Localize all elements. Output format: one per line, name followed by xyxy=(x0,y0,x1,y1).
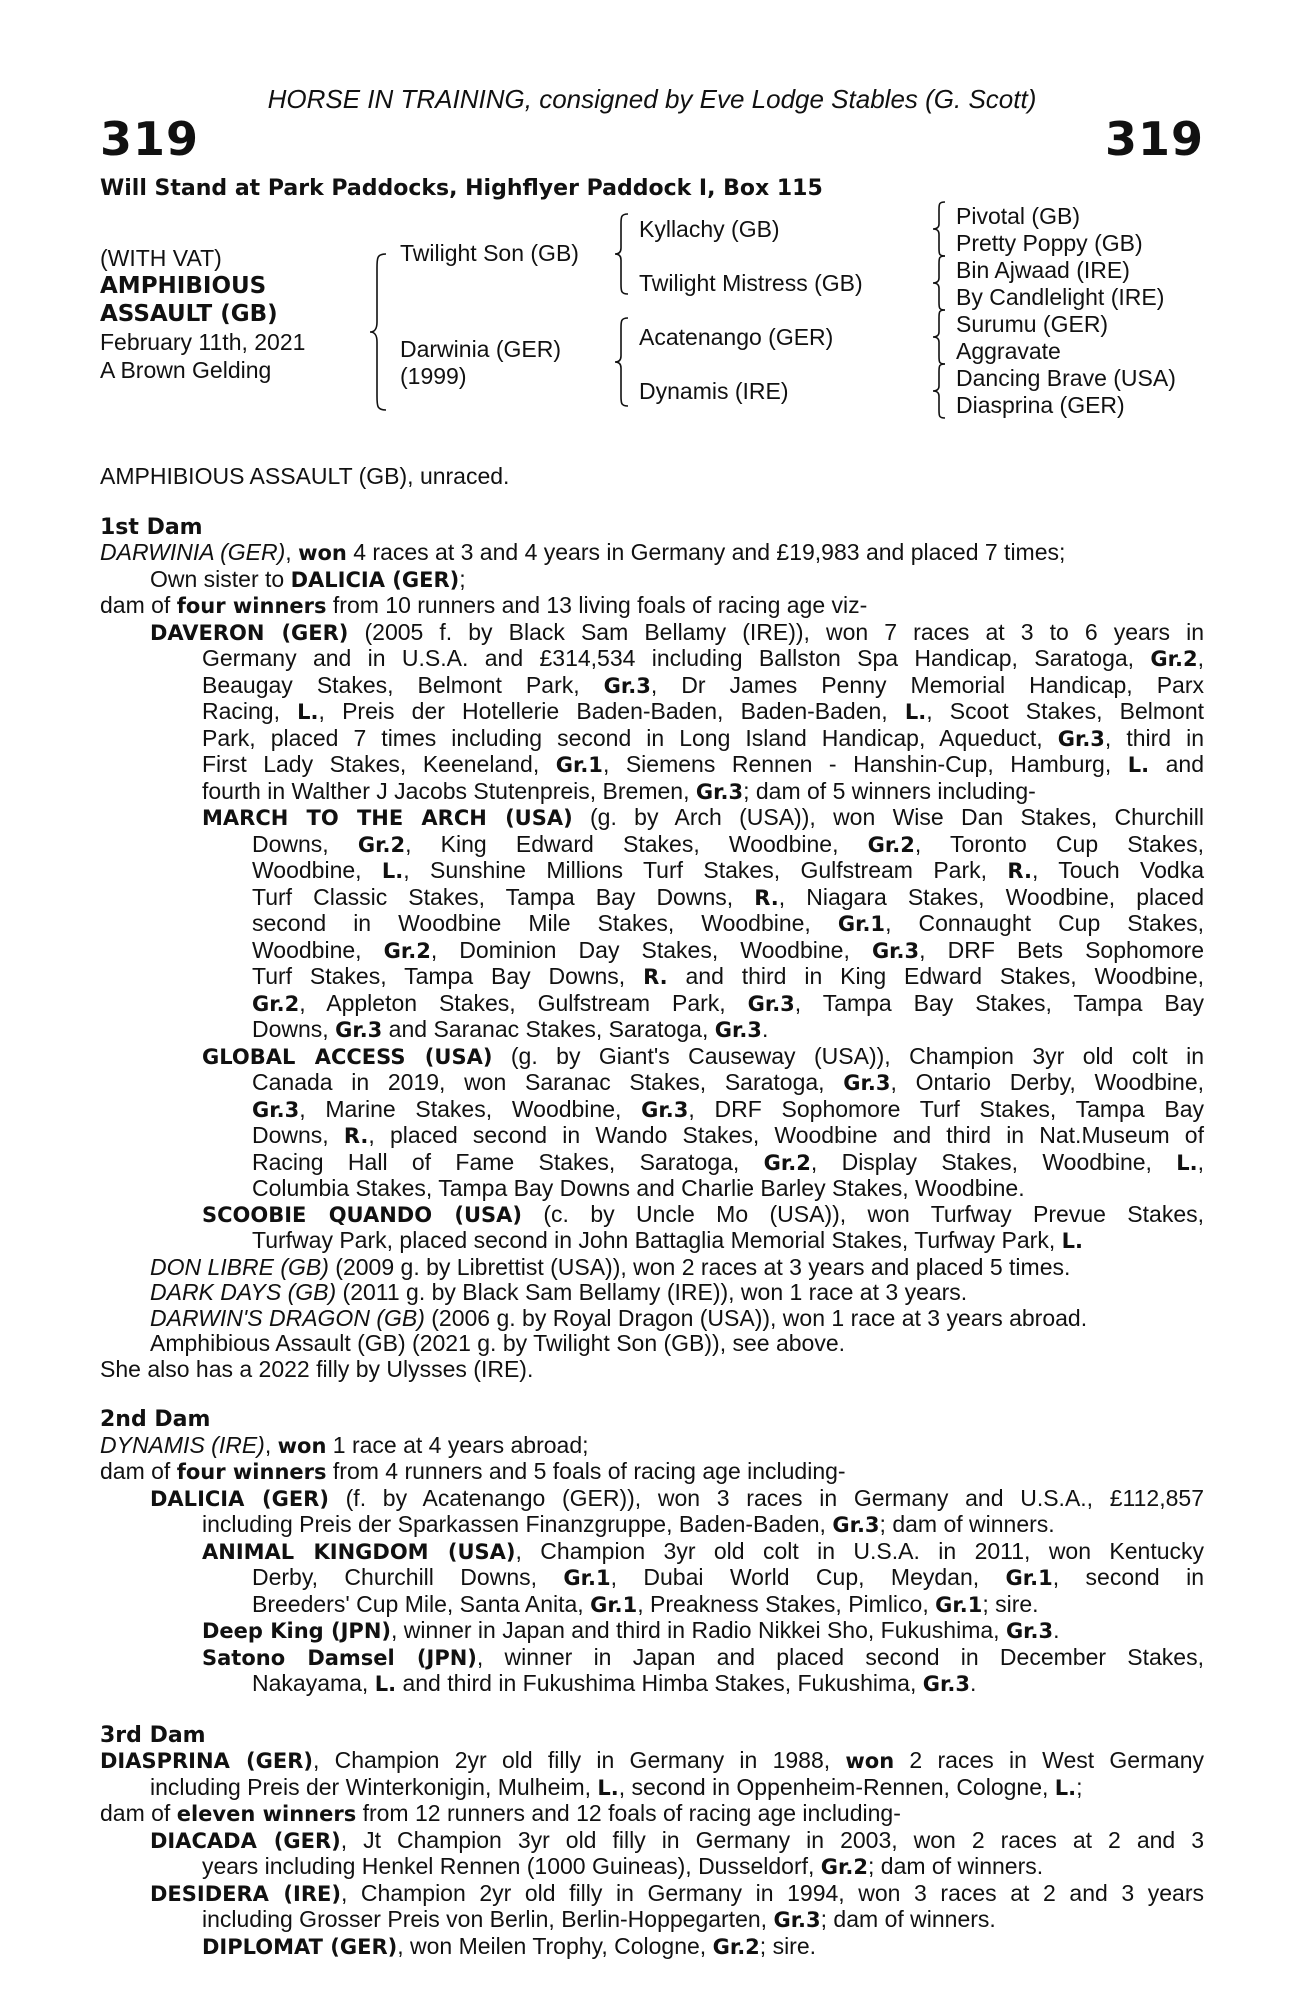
satono-damsel-line: Satono Damsel (JPN), winner in Japan and placed second in December Stakes, xyxy=(202,1643,1204,1670)
diacada-line: DIACADA (GER), Jt Champion 3yr old filly in Germany in 2003, won 2 races at 2 and 3 xyxy=(150,1826,1204,1853)
ped-dam xyxy=(400,336,561,390)
lot-number-right: 319 xyxy=(1104,112,1204,166)
pedigree-brace-3c xyxy=(930,308,950,366)
horse-name-line1: AMPHIBIOUS xyxy=(100,273,267,299)
daveron-line: Beaugay Stakes, Belmont Park, Gr.3, Dr James Penny Memorial Handicap, Parx xyxy=(202,671,1205,698)
pedigree-brace-dam xyxy=(613,316,633,408)
global-access-line: GLOBAL ACCESS (USA) (g. by Giant's Causeway (USA)), Champion 3yr old colt in xyxy=(202,1042,1204,1069)
lot-number-left: 319 xyxy=(100,112,200,166)
first-dam-sister-line: Own sister to DALICIA (GER); xyxy=(150,565,466,592)
daveron-line: DAVERON (GER) (2005 f. by Black Sam Bellamy (IRE)), won 7 races at 3 to 6 years in xyxy=(150,618,1204,645)
march-to-the-arch-line: Turf Classic Stakes, Tampa Bay Downs, R., Niagara Stakes, Woodbine, placed xyxy=(252,883,1204,910)
ped-dds: Dancing Brave (USA) xyxy=(956,365,1176,391)
vat-note: (WITH VAT) xyxy=(100,245,222,271)
amphibious-assault-line: Amphibious Assault (GB) (2021 g. by Twilight Son (GB)), see above. xyxy=(150,1330,846,1356)
global-access-line: Gr.3, Marine Stakes, Woodbine, Gr.3, DRF Sophomore Turf Stakes, Tampa Bay xyxy=(252,1095,1205,1122)
ped-dam-year: (1999) xyxy=(400,363,467,389)
ped-dam-sire: Acatenango (GER) xyxy=(639,324,834,350)
deep-king-line: Deep King (JPN), winner in Japan and third in Radio Nikkei Sho, Fukushima, Gr.3. xyxy=(202,1617,1060,1643)
first-dam-line: DARWINIA (GER), won 4 races at 3 and 4 years in Germany and £19,983 and placed 7 times; xyxy=(100,539,1066,565)
march-to-the-arch-line: Woodbine, Gr.2, Dominion Day Stakes, Woodbine, Gr.3, DRF Bets Sophomore xyxy=(252,936,1204,963)
march-to-the-arch-line: Downs, Gr.2, King Edward Stakes, Woodbine, Gr.2, Toronto Cup Stakes, xyxy=(252,830,1204,857)
ped-dam-dam: Dynamis (IRE) xyxy=(639,378,789,404)
animal-kingdom-line: Derby, Churchill Downs, Gr.1, Dubai World Cup, Meydan, Gr.1, second in xyxy=(252,1564,1204,1590)
pedigree-brace-3a xyxy=(930,200,950,258)
pedigree-brace-sire xyxy=(613,212,633,296)
horse-name-line2: ASSAULT (GB) xyxy=(100,301,278,327)
horse-details xyxy=(100,244,305,384)
animal-kingdom-line: Breeders' Cup Mile, Santa Anita, Gr.1, Preakness Stakes, Pimlico, Gr.1; sire. xyxy=(252,1590,1039,1617)
second-dam-line: DYNAMIS (IRE), won 1 race at 4 years abroad; xyxy=(100,1431,589,1458)
dark-days-line: DARK DAYS (GB) (2011 g. by Black Sam Bellamy (IRE)), won 1 race at 3 years. xyxy=(150,1279,968,1305)
scoobie-quando-line: Turfway Park, placed second in John Battaglia Memorial Stakes, Turfway Park, L. xyxy=(252,1227,1083,1253)
dalicia-line: DALICIA (GER) (f. by Acatenango (GER)), won 3 races in Germany and U.S.A., £112,857 xyxy=(150,1484,1204,1511)
march-to-the-arch-line: Gr.2, Appleton Stakes, Gulfstream Park, Gr.3, Tampa Bay Stakes, Tampa Bay xyxy=(252,989,1204,1016)
ped-dsd: Aggravate xyxy=(956,338,1061,364)
darwins-dragon-line: DARWIN'S DRAGON (GB) (2006 g. by Royal Dragon (USA)), won 1 race at 3 years abroad. xyxy=(150,1304,1088,1331)
march-to-the-arch-line: Turf Stakes, Tampa Bay Downs, R. and third in King Edward Stakes, Woodbine, xyxy=(252,963,1205,989)
daveron-line: Germany and in U.S.A. and £314,534 including Ballston Spa Handicap, Saratoga, Gr.2, xyxy=(202,645,1204,671)
desidera-line: including Grosser Preis von Berlin, Berlin-Hoppegarten, Gr.3; dam of winners. xyxy=(202,1906,996,1932)
dalicia-line: including Preis der Sparkassen Finanzgruppe, Baden-Baden, Gr.3; dam of winners. xyxy=(202,1511,1055,1537)
ped-ssd: Pretty Poppy (GB) xyxy=(956,230,1143,256)
pedigree-brace-3b xyxy=(930,254,950,312)
don-libre-line: DON LIBRE (GB) (2009 g. by Librettist (USA)), won 2 races at 3 years and placed 5 times. xyxy=(150,1253,1071,1280)
ped-sire: Twilight Son (GB) xyxy=(400,240,579,266)
third-dam-line: DIASPRINA (GER), Champion 2yr old filly in Germany in 1988, won 2 races in West Germany xyxy=(100,1747,1204,1773)
also-has-line: She also has a 2022 filly by Ulysses (IRE). xyxy=(100,1355,534,1382)
march-to-the-arch-line: Downs, Gr.3 and Saranac Stakes, Saratoga, Gr.3. xyxy=(252,1016,769,1042)
first-dam-heading: 1st Dam xyxy=(100,514,203,540)
ped-sdd: By Candlelight (IRE) xyxy=(956,284,1165,310)
global-access-line: Canada in 2019, won Saranac Stakes, Saratoga, Gr.3, Ontario Derby, Woodbine, xyxy=(252,1069,1204,1095)
ped-dss: Surumu (GER) xyxy=(956,311,1109,337)
diacada-line: years including Henkel Rennen (1000 Guineas), Dusseldorf, Gr.2; dam of winners. xyxy=(202,1853,1044,1879)
global-access-line: Columbia Stakes, Tampa Bay Downs and Charlie Barley Stakes, Woodbine. xyxy=(252,1175,1025,1201)
pedigree-notes xyxy=(100,464,1204,1960)
march-to-the-arch-line: MARCH TO THE ARCH (USA) (g. by Arch (USA)), won Wise Dan Stakes, Churchill xyxy=(202,804,1204,830)
global-access-line: Downs, R., placed second in Wando Stakes, Woodbine and third in Nat.Museum of xyxy=(252,1122,1204,1148)
second-dam-produce-line: dam of four winners from 4 runners and 5 foals of racing age including- xyxy=(100,1458,846,1484)
ped-sss: Pivotal (GB) xyxy=(956,203,1080,229)
pedigree-brace-3d xyxy=(930,362,950,420)
horse-dob: February 11th, 2021 xyxy=(100,329,306,355)
third-dam-heading: 3rd Dam xyxy=(100,1722,206,1748)
unraced-line: AMPHIBIOUS ASSAULT (GB), unraced. xyxy=(100,463,510,489)
ped-sire-sire: Kyllachy (GB) xyxy=(639,216,780,242)
daveron-line: Racing, L., Preis der Hotellerie Baden-Baden, Baden-Baden, L., Scoot Stakes, Belmont xyxy=(202,698,1205,724)
consignment-line: HORSE IN TRAINING, consigned by Eve Lodge Stables (G. Scott) xyxy=(267,84,1037,114)
scoobie-quando-line: SCOOBIE QUANDO (USA) (c. by Uncle Mo (USA)), won Turfway Prevue Stakes, xyxy=(202,1200,1204,1227)
horse-description: A Brown Gelding xyxy=(100,357,272,383)
first-dam-produce-line: dam of four winners from 10 runners and 13 living foals of racing age viz- xyxy=(100,592,868,618)
stand-location: Will Stand at Park Paddocks, Highflyer Paddock I, Box 115 xyxy=(100,176,823,201)
desidera-line: DESIDERA (IRE), Champion 2yr old filly in Germany in 1994, won 3 races at 2 and 3 years xyxy=(150,1879,1204,1906)
catalogue-page xyxy=(100,0,1204,2000)
third-dam-line: including Preis der Winterkonigin, Mulheim, L., second in Oppenheim-Rennen, Cologne, L.; xyxy=(150,1773,1083,1800)
daveron-line: Park, placed 7 times including second in Long Island Handicap, Aqueduct, Gr.3, third in xyxy=(202,724,1204,751)
march-to-the-arch-line: second in Woodbine Mile Stakes, Woodbine, Gr.1, Connaught Cup Stakes, xyxy=(252,910,1204,936)
second-dam-heading: 2nd Dam xyxy=(100,1407,211,1432)
pedigree-brace-gen1 xyxy=(368,252,392,412)
third-dam-produce-line: dam of eleven winners from 12 runners and 12 foals of racing age including- xyxy=(100,1800,901,1826)
satono-damsel-line: Nakayama, L. and third in Fukushima Himba Stakes, Fukushima, Gr.3. xyxy=(252,1670,977,1696)
ped-sds: Bin Ajwaad (IRE) xyxy=(956,257,1130,283)
march-to-the-arch-line: Woodbine, L., Sunshine Millions Turf Stakes, Gulfstream Park, R., Touch Vodka xyxy=(252,857,1204,883)
daveron-line: First Lady Stakes, Keeneland, Gr.1, Siemens Rennen - Hanshin-Cup, Hamburg, L. and xyxy=(202,751,1204,777)
daveron-line: fourth in Walther J Jacobs Stutenpreis, Bremen, Gr.3; dam of 5 winners including- xyxy=(202,777,1036,804)
ped-ddd: Diasprina (GER) xyxy=(956,392,1125,418)
animal-kingdom-line: ANIMAL KINGDOM (USA), Champion 3yr old colt in U.S.A. in 2011, won Kentucky xyxy=(202,1537,1205,1564)
ped-sire-dam: Twilight Mistress (GB) xyxy=(639,270,863,296)
global-access-line: Racing Hall of Fame Stakes, Saratoga, Gr.2, Display Stakes, Woodbine, L., xyxy=(252,1148,1204,1175)
diplomat-line: DIPLOMAT (GER), won Meilen Trophy, Cologne, Gr.2; sire. xyxy=(202,1932,817,1959)
ped-dam-name: Darwinia (GER) xyxy=(400,336,562,362)
